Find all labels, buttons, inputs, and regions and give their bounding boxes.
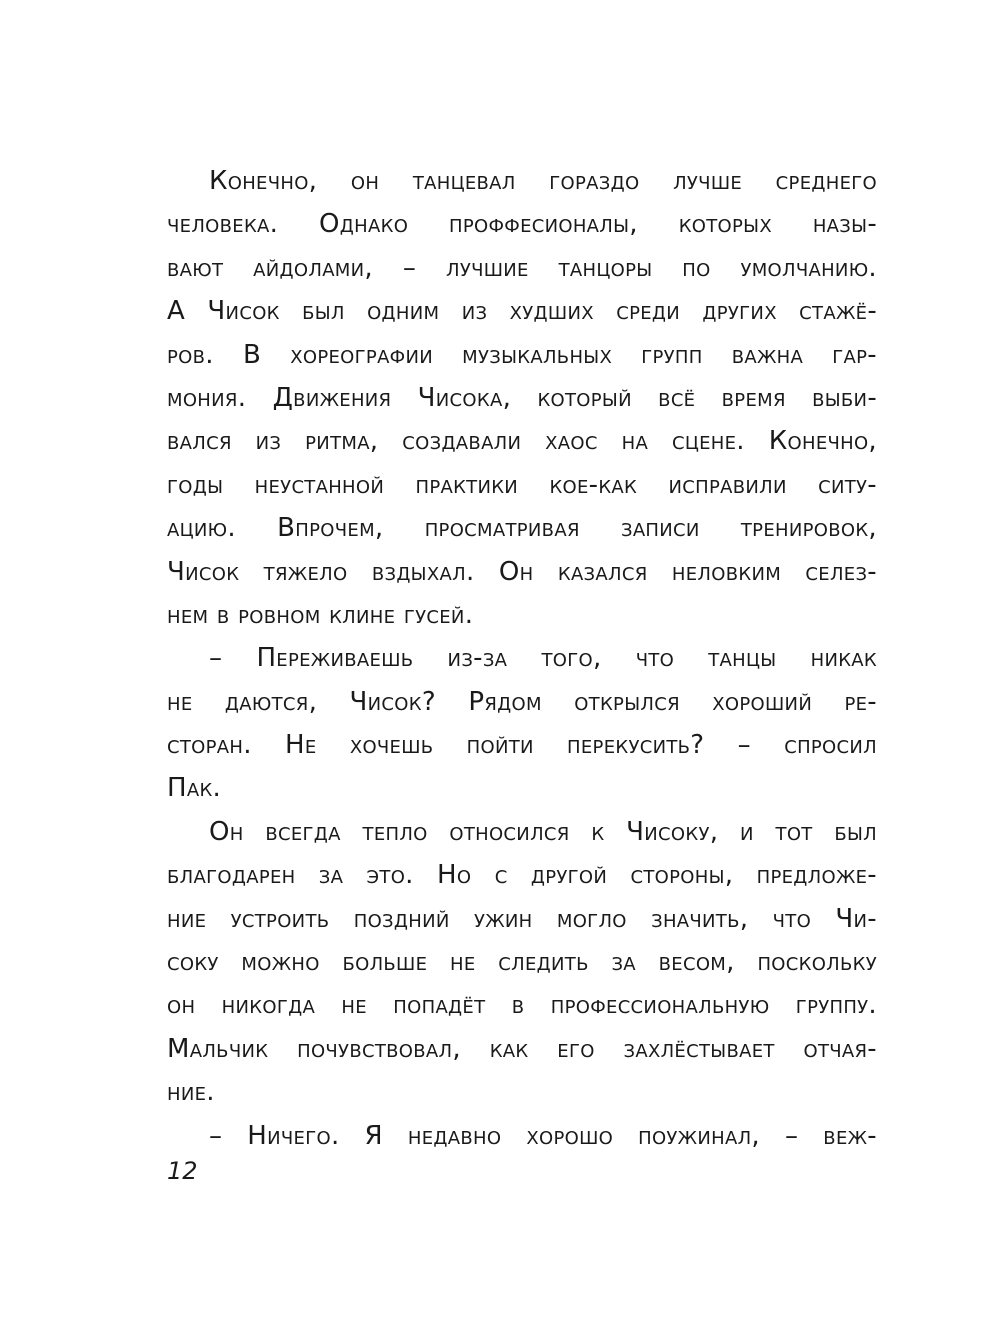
text-line: вался из ритма, создавали хаос на сцене. Конечно,	[167, 426, 877, 457]
text-line: Мальчик почувствовал, как его захлёстывает отчая-	[167, 1033, 877, 1064]
text-line: вают айдолами, – лучшие танцоры по умолчанию.	[167, 252, 877, 283]
text-line: человека. Однако проффесионалы, которых назы-	[167, 209, 877, 240]
text-line: не даются, Чисок? Рядом открылся хороший ре-	[167, 686, 877, 717]
text-line: ние.	[167, 1077, 215, 1108]
text-line: сторан. Не хочешь пойти перекусить? – спросил	[167, 730, 877, 761]
text-line: Конечно, он танцевал гораздо лучше среднего	[209, 166, 877, 196]
text-line: ацию. Впрочем, просматривая записи тренировок,	[167, 513, 877, 544]
text-line: мония. Движения Чисока, который всё время выби-	[167, 382, 877, 413]
text-line: ров. В хореографии музыкальных групп важна гар-	[167, 339, 877, 370]
text-line: – Переживаешь из-за того, что танцы никак	[209, 643, 877, 674]
text-line: ние устроить поздний ужин могло значить, что Чи-	[167, 903, 877, 934]
page-number: 12	[167, 1157, 198, 1185]
text-line: А Чисок был одним из худших среди других стажё-	[167, 296, 877, 327]
text-line: – Ничего. Я недавно хорошо поужинал, – веж-	[209, 1120, 877, 1151]
text-line: соку можно больше не следить за весом, поскольку	[167, 947, 877, 978]
text-line: Он всегда тепло относился к Чисоку, и тот был	[209, 816, 877, 847]
text-line: Чисок тяжело вздыхал. Он казался неловким селез-	[167, 556, 877, 587]
text-line: нем в ровном клине гусей.	[167, 599, 474, 630]
text-line: благодарен за это. Но с другой стороны, предложе-	[167, 860, 877, 891]
text-line: годы неустанной практики кое-как исправили ситу-	[167, 469, 877, 500]
text-line: Пак.	[167, 773, 222, 804]
body-text	[167, 160, 877, 1158]
text-line: он никогда не попадёт в профессиональную группу.	[167, 990, 877, 1021]
